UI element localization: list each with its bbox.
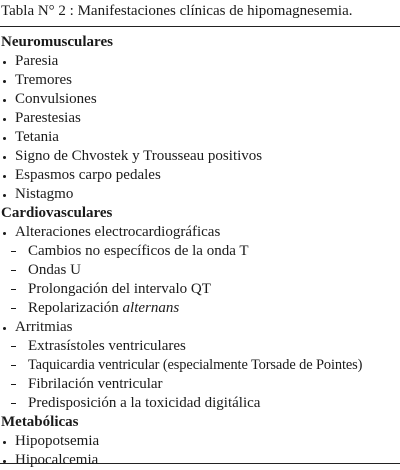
list-item: Tremores [0,71,400,90]
sub-list-item: Ondas U [0,261,400,280]
list-item: Convulsiones [0,90,400,109]
list-item-group: Alteraciones electrocardiográficas [0,223,400,242]
sub-list-item: Prolongación del intervalo QT [0,280,400,299]
sub-list-item: Predisposición a la toxicidad digitálica [0,394,400,413]
sub-list-item: Fibrilación ventricular [0,375,400,394]
list-item: Espasmos carpo pedales [0,166,400,185]
table-top-rule [0,26,400,27]
list-item: Paresia [0,52,400,71]
list-item: Signo de Chvostek y Trousseau positivos [0,147,400,166]
sub-list-item: Extrasístoles ventriculares [0,337,400,356]
section-heading-metabolicas: Metabólicas [1,414,79,430]
list-item: Tetania [0,128,400,147]
list-item: Parestesias [0,109,400,128]
italic-term: alternans [122,300,180,316]
list-item: Nistagmo [0,185,400,204]
sub-list-item: Taquicardia ventricular (especialmente Torsade de Pointes) [0,356,400,375]
section-heading-cardiovasculares: Cardiovasculares [1,205,113,221]
sub-list-item-text: Repolarización alternans [28,300,180,316]
table-body [0,33,400,470]
sub-list-item [0,299,400,318]
table-caption: Tabla N° 2 : Manifestaciones clínicas de hipomagnesemia. [1,3,353,19]
list-item-group: Arritmias [0,318,400,337]
section-heading-neuromusculares: Neuromusculares [1,34,113,50]
sub-list-item: Cambios no específicos de la onda T [0,242,400,261]
table-bottom-rule [0,463,400,464]
list-item: Hipocalcemia [0,451,400,470]
list-item: Hipopotsemia [0,432,400,451]
